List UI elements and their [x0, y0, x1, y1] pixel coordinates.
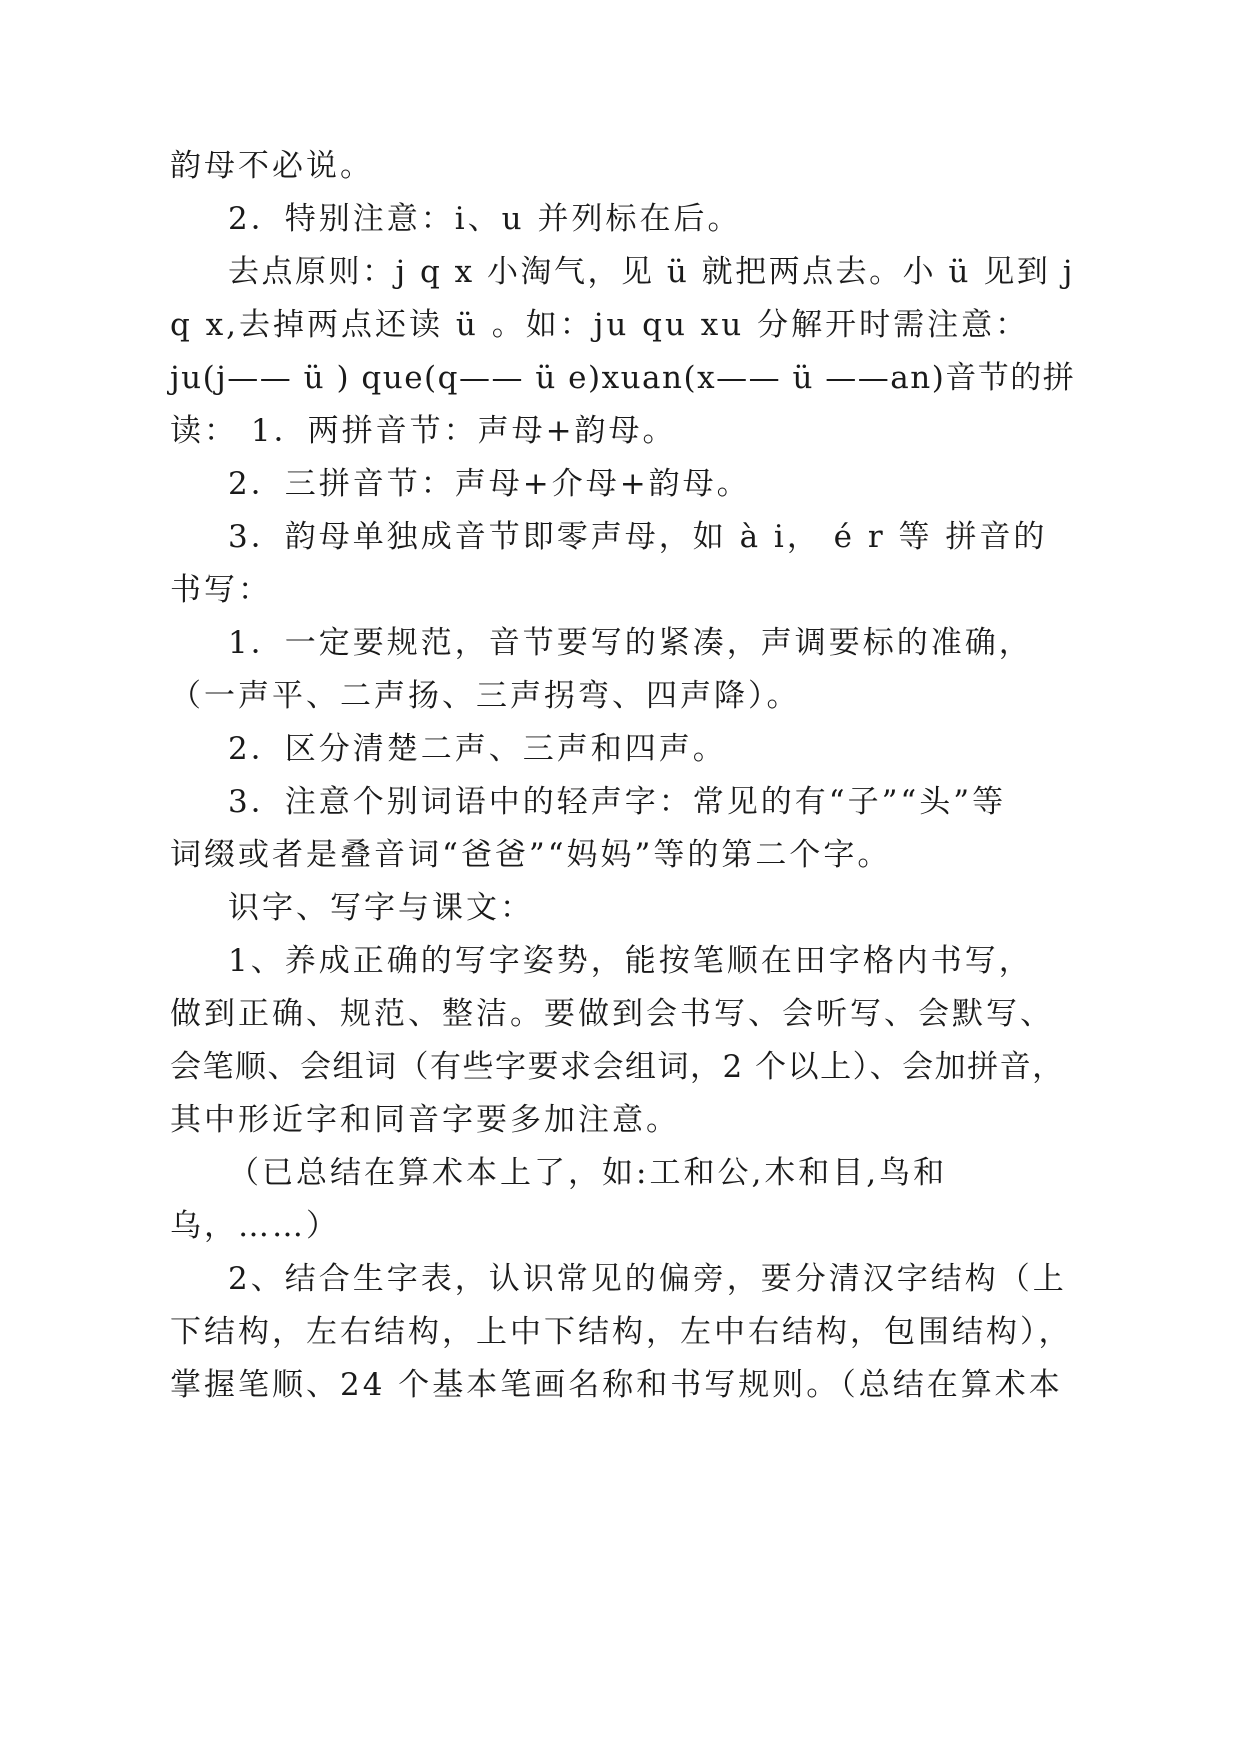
- text-line: 2．三拼音节：声母+介母+韵母。: [228, 466, 751, 502]
- text-line: 去点原则：j q x 小淘气，见 ü 就把两点去。小 ü 见到 j: [228, 254, 1075, 290]
- text-line: 1、养成正确的写字姿势，能按笔顺在田字格内书写，: [228, 943, 1033, 979]
- text-line: 词缀或者是叠音词“爸爸”“妈妈”等的第二个字。: [170, 837, 892, 873]
- text-line: （已总结在算术本上了，如:工和公,木和目,鸟和: [228, 1155, 948, 1191]
- text-line: 识字、写字与课文：: [228, 890, 534, 926]
- text-line: 乌，……）: [170, 1208, 340, 1244]
- text-line: 书写：: [170, 572, 272, 608]
- text-line: 2、结合生字表，认识常见的偏旁，要分清汉字结构（上: [228, 1261, 1067, 1297]
- text-line: 韵母不必说。: [170, 148, 374, 184]
- text-line: 3．注意个别词语中的轻声字：常见的有“子”“头”等: [228, 784, 1007, 820]
- text-line: 其中形近字和同音字要多加注意。: [170, 1102, 680, 1138]
- text-line: 1．一定要规范，音节要写的紧凑，声调要标的准确，: [228, 625, 1033, 661]
- text-line: （一声平、二声扬、三声拐弯、四声降）。: [170, 678, 801, 714]
- text-line: 会笔顺、会组词（有些字要求会组词，2 个以上）、会加拼音，: [170, 1049, 1065, 1085]
- text-line: 掌握笔顺、24 个基本笔画名称和书写规则。（总结在算术本: [170, 1367, 1063, 1403]
- text-line: ju(j—— ü ) que(q—— ü e)xuan(x—— ü ——an)音节的拼: [170, 360, 1076, 396]
- text-line: 2．特别注意：i、u 并列标在后。: [228, 201, 742, 237]
- text-line: 2．区分清楚二声、三声和四声。: [228, 731, 727, 767]
- text-line: 读： 1．两拼音节：声母+韵母。: [170, 413, 677, 449]
- text-line: 下结构，左右结构，上中下结构，左中右结构，包围结构），: [170, 1314, 1073, 1350]
- text-line: 做到正确、规范、整洁。要做到会书写、会听写、会默写、: [170, 996, 1054, 1032]
- text-line: q x,去掉两点还读 ü 。如：ju qu xu 分解开时需注意：: [170, 307, 1030, 343]
- text-line: 3．韵母单独成音节即零声母，如 à i， é r 等 拼音的: [228, 519, 1048, 555]
